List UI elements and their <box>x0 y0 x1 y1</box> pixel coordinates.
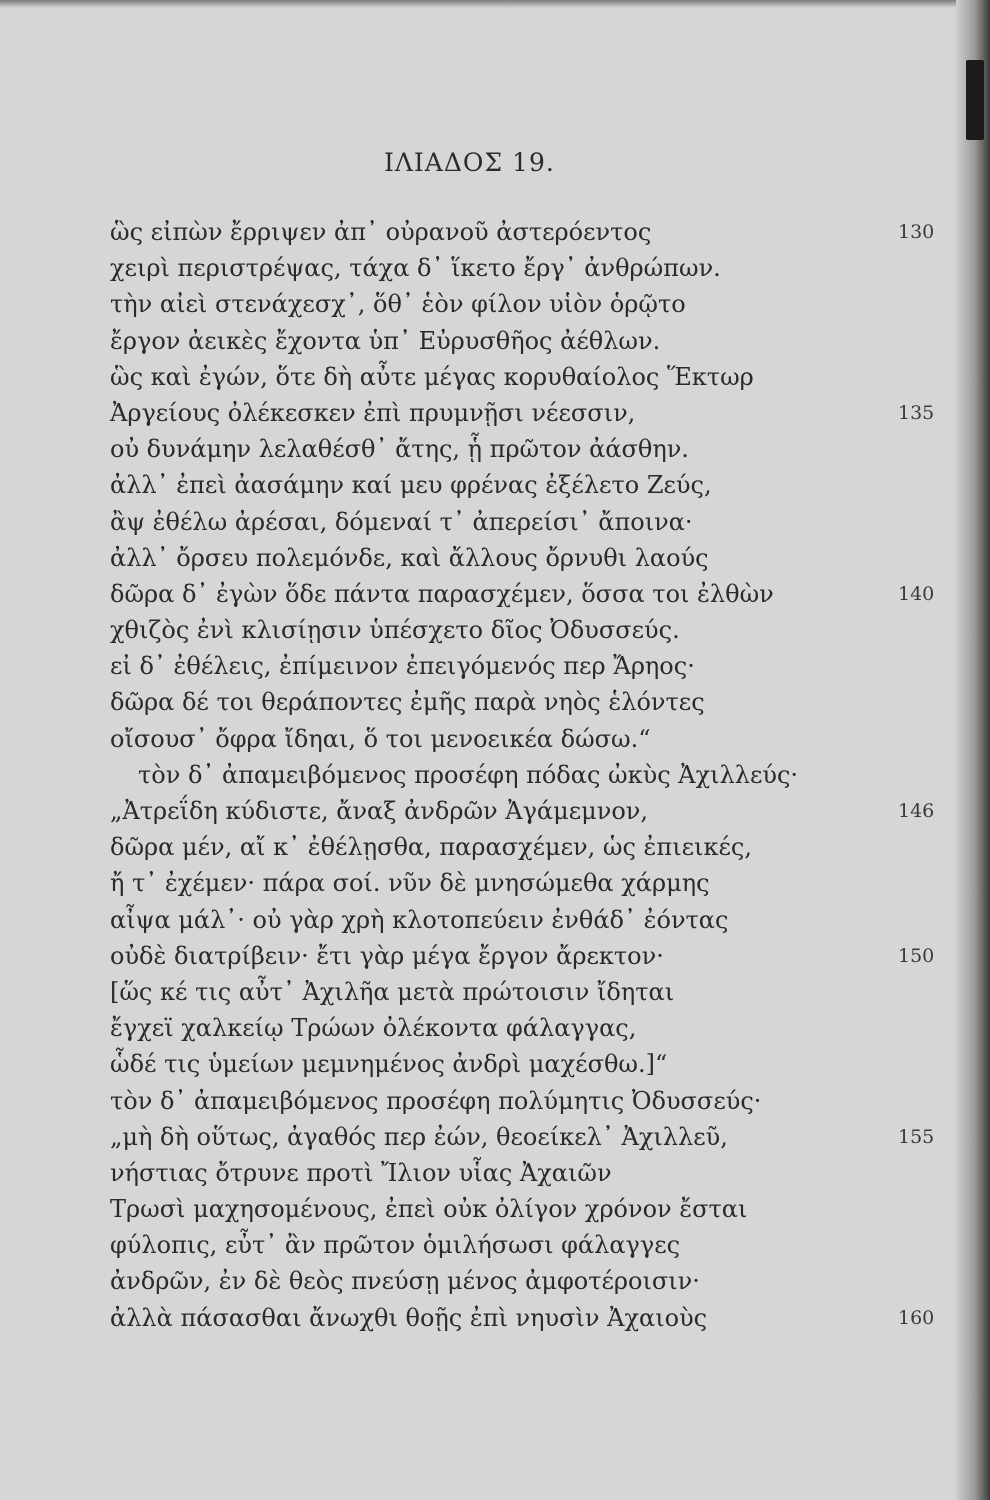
verse-text: χειρὶ περιστρέψας, τάχα δ᾽ ἵκετο ἔργ᾽ ἀνθρώπων. <box>110 254 721 283</box>
line-number: 160 <box>898 1306 935 1329</box>
verse-text: οἴσουσ᾽ ὄφρα ἴδηαι, ὅ τοι μενοεικέα δώσω.“ <box>110 724 651 753</box>
verse-line <box>110 1046 870 1082</box>
verse-line <box>110 359 870 395</box>
verse-block <box>110 214 935 1336</box>
verse-text: ἀνδρῶν, ἐν δὲ θεὸς πνεύσῃ μένος ἀμφοτέροισιν· <box>110 1267 700 1296</box>
verse-text: Τρωσὶ μαχησομένους, ἐπεὶ οὐκ ὀλίγον χρόνον ἔσται <box>110 1195 748 1224</box>
verse-line <box>110 576 935 612</box>
line-number: 130 <box>898 221 935 243</box>
scan-right-edge <box>956 0 990 1500</box>
verse-text: οὐδὲ διατρίβειν· ἔτι γὰρ μέγα ἔργον ἄρεκτον· <box>110 941 664 970</box>
verse-line <box>110 938 935 974</box>
verse-text: ἀλλ᾽ ἐπεὶ ἀασάμην καί μευ φρένας ἐξέλετο Ζεύς, <box>110 471 712 500</box>
verse-text: ἔγχεϊ χαλκείῳ Τρώων ὀλέκοντα φάλαγγας, <box>110 1014 637 1043</box>
verse-text: εἰ δ᾽ ἐθέλεις, ἐπίμεινον ἐπειγόμενός περ Ἄρηος· <box>110 652 695 681</box>
running-head: ΙΛΙΑΔΟΣ 19. <box>384 148 555 177</box>
verse-line <box>110 974 870 1010</box>
verse-text: ἤ τ᾽ ἐχέμεν· πάρα σοί. νῦν δὲ μνησώμεθα χάρμης <box>110 869 710 898</box>
verse-line <box>110 1119 935 1155</box>
verse-line <box>110 504 870 540</box>
verse-text: χθιζὸς ἐνὶ κλισίῃσιν ὑπέσχετο δῖος Ὀδυσσεύς. <box>110 616 680 645</box>
verse-line <box>110 612 870 648</box>
verse-line <box>110 1300 935 1336</box>
verse-text: τὴν αἰεὶ στενάχεσχ᾽, ὅθ᾽ ἑὸν φίλον υἱὸν ὁρῷτο <box>110 290 686 319</box>
verse-line <box>110 540 870 576</box>
verse-text: „Ἀτρεΐδη κύδιστε, ἄναξ ἀνδρῶν Ἀγάμεμνον, <box>110 797 649 825</box>
verse-text: ἔργον ἀεικὲς ἔχοντα ὑπ᾽ Εὐρυσθῆος ἀέθλων. <box>110 326 661 355</box>
verse-text: ἀλλ᾽ ὄρσευ πολεμόνδε, καὶ ἄλλους ὄρνυθι λαούς <box>110 543 709 572</box>
verse-line <box>110 1155 870 1191</box>
verse-text: τὸν δ᾽ ἀπαμειβόμενος προσέφη πολύμητις Ὀδυσσεύς· <box>110 1086 762 1115</box>
verse-line <box>110 1010 870 1046</box>
line-number: 150 <box>898 944 935 967</box>
verse-line <box>110 648 870 684</box>
verse-line <box>110 1227 870 1263</box>
line-number: 146 <box>898 800 935 822</box>
scan-binding-mark <box>966 60 984 140</box>
verse-text: ὣς καὶ ἐγών, ὅτε δὴ αὖτε μέγας κορυθαίολος Ἕκτωρ <box>110 362 754 391</box>
verse-line <box>110 323 870 359</box>
verse-line <box>110 684 870 720</box>
verse-text: ἀλλὰ πάσασθαι ἄνωχθι θοῇς ἐπὶ νηυσὶν Ἀχαιοὺς <box>110 1303 708 1332</box>
verse-line <box>110 395 935 431</box>
verse-line <box>110 829 870 865</box>
verse-text: ἂψ ἐθέλω ἀρέσαι, δόμεναί τ᾽ ἀπερείσι᾽ ἄποινα· <box>110 507 693 536</box>
verse-line <box>110 250 870 286</box>
verse-line <box>110 902 870 938</box>
verse-text: νήστιας ὄτρυνε προτὶ Ἴλιον υἷας Ἀχαιῶν <box>110 1158 612 1187</box>
verse-line <box>110 467 870 503</box>
verse-line <box>110 286 870 322</box>
line-number: 140 <box>898 582 935 605</box>
verse-line <box>110 793 935 829</box>
verse-line <box>110 1263 870 1299</box>
verse-line <box>110 721 870 757</box>
verse-line <box>110 431 870 467</box>
verse-line <box>110 214 935 250</box>
verse-text: δῶρα δέ τοι θεράποντες ἐμῆς παρὰ νηὸς ἑλόντες <box>110 688 705 717</box>
verse-text: δῶρα δ᾽ ἐγὼν ὅδε πάντα παρασχέμεν, ὅσσα τοι ἐλθὼν <box>110 579 774 608</box>
verse-text: τὸν δ᾽ ἀπαμειβόμενος προσέφη πόδας ὠκὺς Ἀχιλλεύς· <box>138 760 799 789</box>
verse-line <box>110 757 870 793</box>
verse-line <box>110 1083 870 1119</box>
verse-text: ὣς εἰπὼν ἔρριψεν ἀπ᾽ οὐρανοῦ ἀστερόεντος <box>110 218 652 246</box>
verse-text: δῶρα μέν, αἴ κ᾽ ἐθέλῃσθα, παρασχέμεν, ὡς ἐπιεικές, <box>110 833 752 862</box>
verse-text: [ὥς κέ τις αὖτ᾽ Ἀχιλῆα μετὰ πρώτοισιν ἴδηται <box>110 977 675 1006</box>
line-number: 155 <box>898 1125 935 1148</box>
verse-text: Ἀργείους ὀλέκεσκεν ἐπὶ πρυμνῇσι νέεσσιν, <box>110 398 636 427</box>
verse-line <box>110 1191 870 1227</box>
verse-text: ὧδέ τις ὑμείων μεμνημένος ἀνδρὶ μαχέσθω.]“ <box>110 1050 668 1079</box>
verse-line <box>110 865 870 901</box>
verse-text: οὐ δυνάμην λελαθέσθ᾽ ἄτης, ᾗ πρῶτον ἀάσθην. <box>110 435 689 464</box>
line-number: 135 <box>898 401 935 424</box>
verse-text: φύλοπις, εὖτ᾽ ἂν πρῶτον ὁμιλήσωσι φάλαγγες <box>110 1231 681 1260</box>
verse-text: αἶψα μάλ᾽· οὐ γὰρ χρὴ κλοτοπεύειν ἐνθάδ᾽ ἐόντας <box>110 905 729 934</box>
verse-text: „μὴ δὴ οὕτως, ἀγαθός περ ἐών, θεοείκελ᾽ Ἀχιλλεῦ, <box>110 1122 728 1151</box>
